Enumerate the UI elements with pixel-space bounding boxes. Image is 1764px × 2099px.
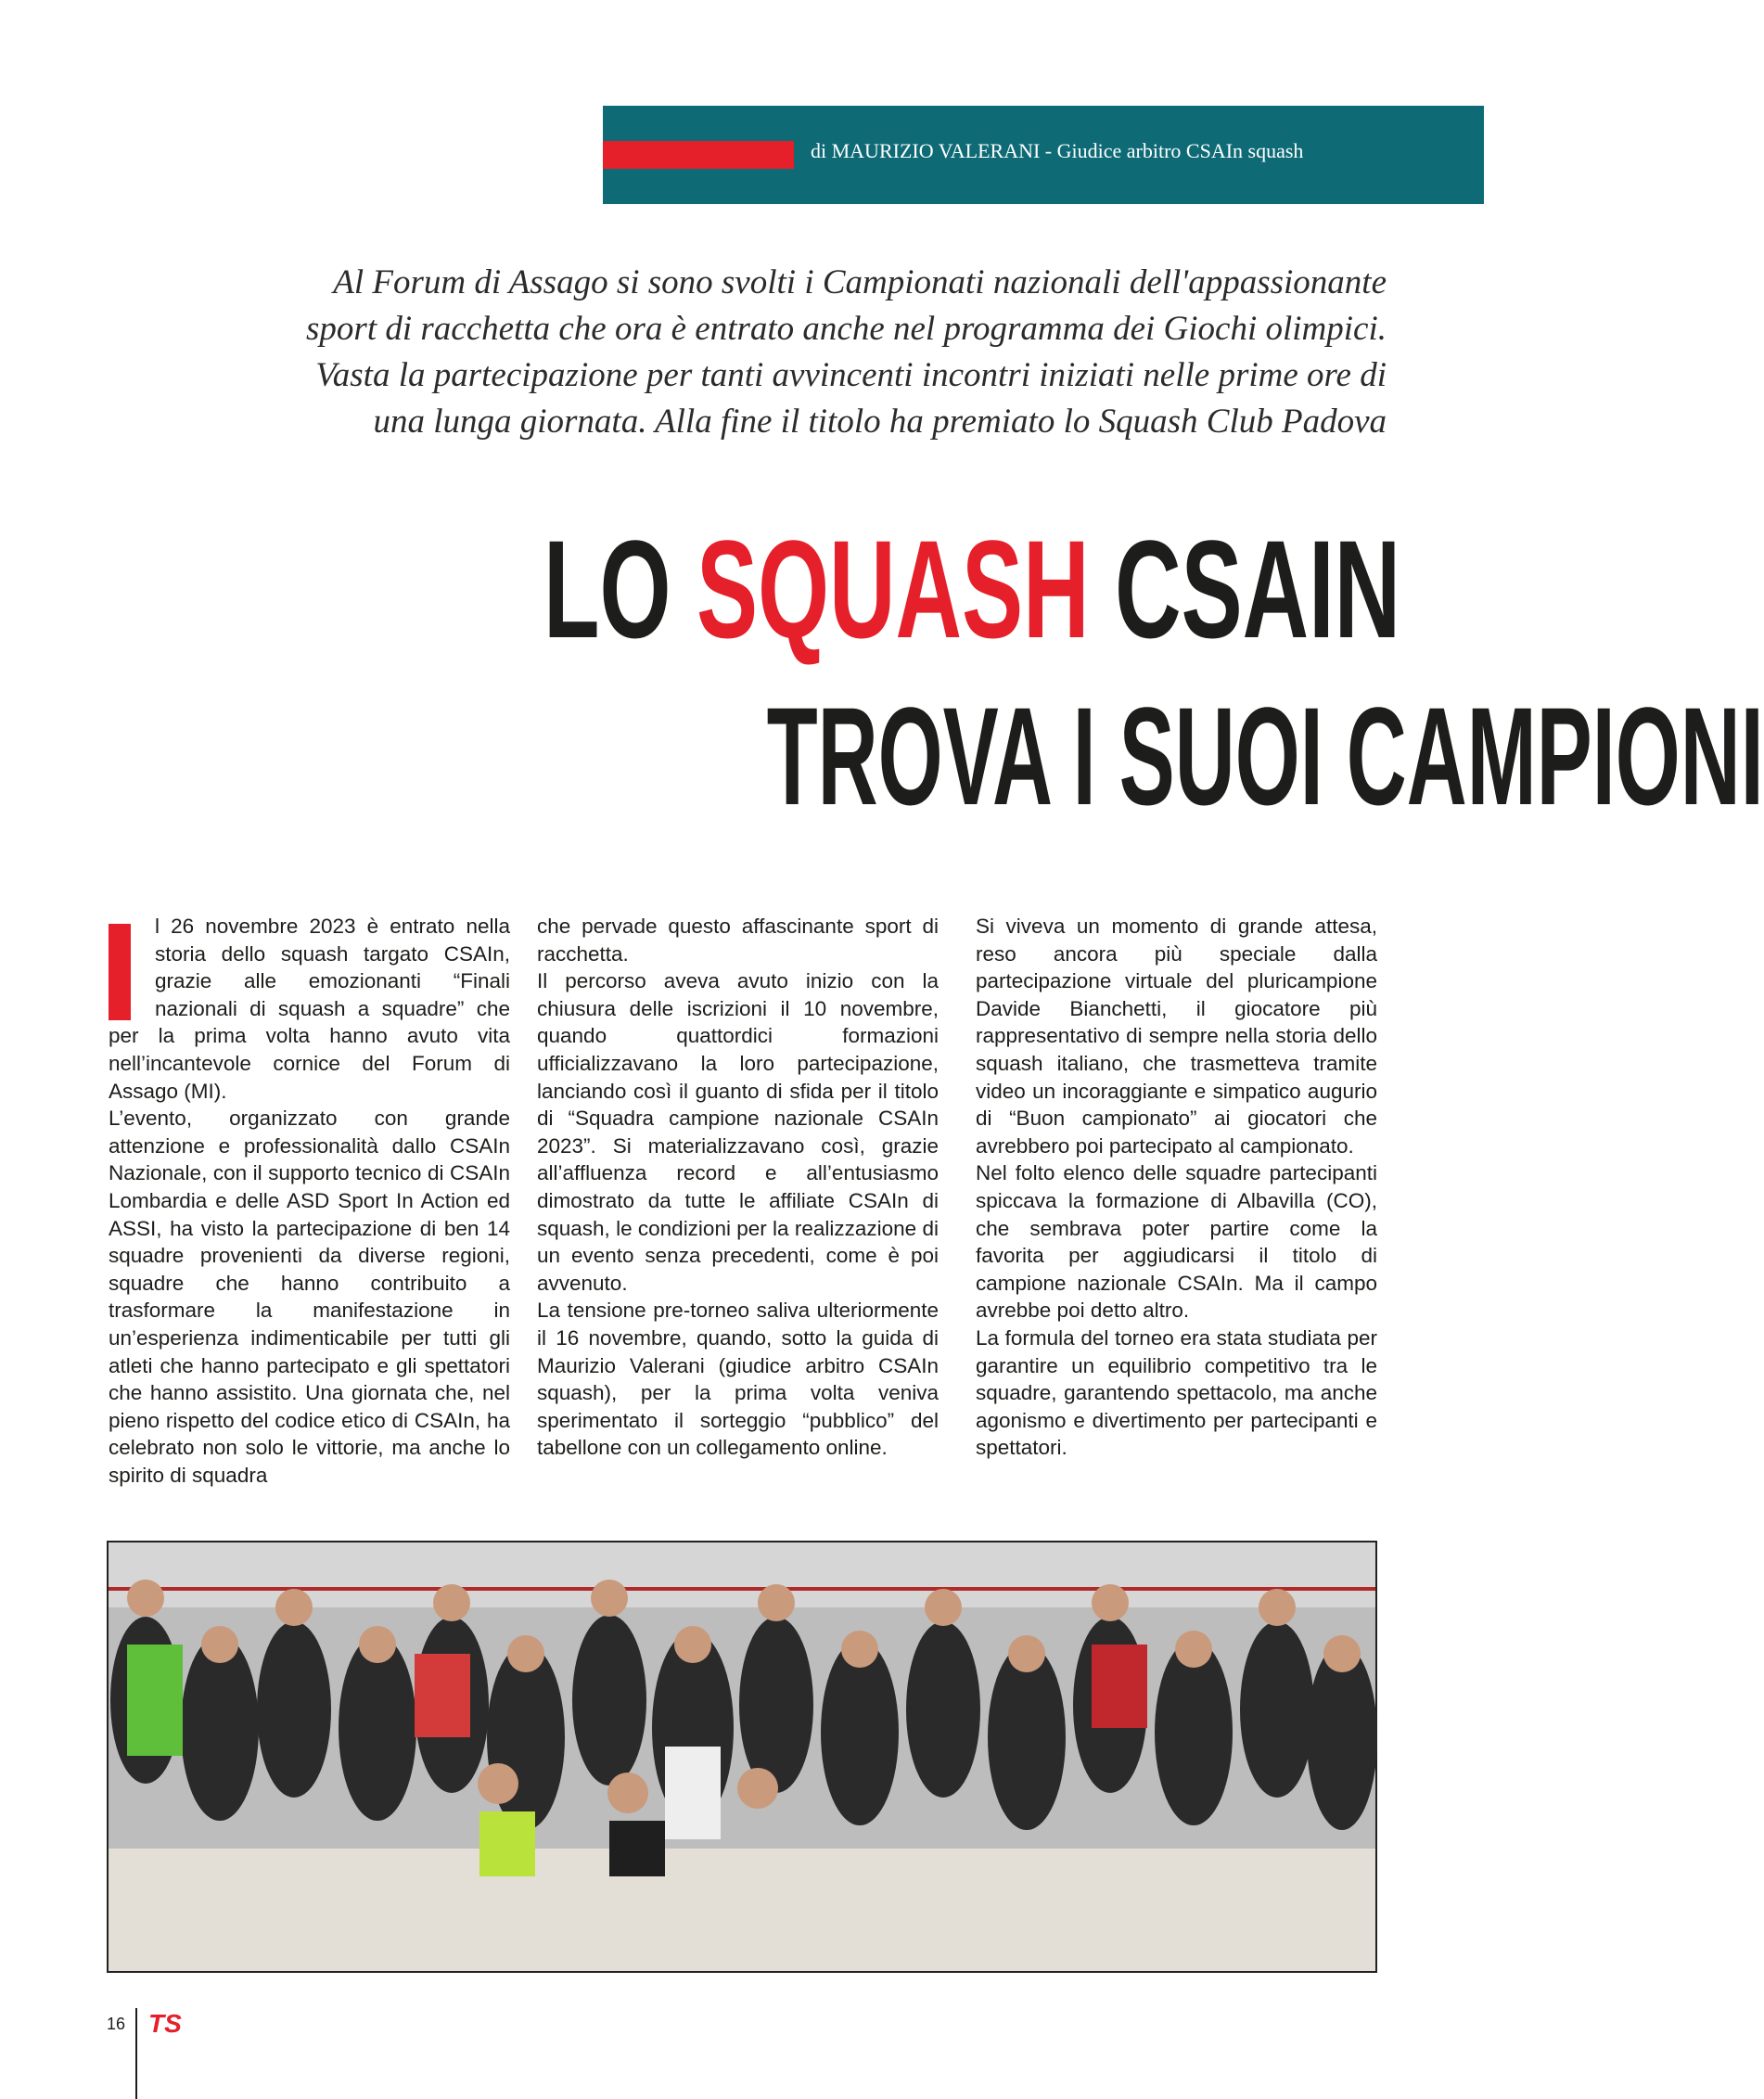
lead-paragraph <box>139 260 1387 445</box>
article-column-2 <box>537 913 939 1462</box>
paragraph: La formula del torneo era stata studiata per garantire un equilibrio competitivo tra le squadre, garantendo spettacolo, ma anche agonismo e divertimento per partecipanti e spettatori. <box>976 1325 1377 1460</box>
paragraph: Il percorso aveva avuto inizio con la chiusura delle iscrizioni il 10 novembre, quando quattordici formazioni ufficializzavano la loro partecipazione, lanciando così il guanto di sfida per il titolo di “Squadra campione nazionale CSAIn 2023”. Si materializzavano così, grazie all’affluenza record e all’entusiasmo dimostrato da tutte le affiliate CSAIn di squash, le condizioni per la realizzazione di un evento senza precedenti, come è poi avvenuto. <box>537 969 939 1295</box>
drop-cap <box>109 924 131 1020</box>
paragraph: La tensione pre-torneo saliva ulteriormente il 16 novembre, quando, sotto la guida di Maurizio Valerani (giudice arbitro CSAIn squash), per la prima volta veniva sperimentato il sorteggio “pubblico” del tabellone con un collegamento online. <box>537 1299 939 1460</box>
paragraph: Nel folto elenco delle squadre partecipanti spiccava la formazione di Albavilla (CO), che sembrava poter partire come la favorita per aggiudicarsi il titolo di campione nazionale CSAIn. Ma il campo avrebbe poi detto altro. <box>976 1161 1377 1323</box>
magazine-logo: TS <box>148 2009 182 2038</box>
byline: di MAURIZIO VALERANI - Giudice arbitro CSAIn squash <box>811 139 1304 162</box>
headline-line-2 <box>102 672 1764 839</box>
team-photo-illustration <box>109 1542 1375 1971</box>
footer-rule <box>135 2008 137 2099</box>
headline-text: LO <box>543 511 697 667</box>
headline-text: TROVA I SUOI CAMPIONI <box>766 678 1764 834</box>
lead-line: una lunga giornata. Alla fine il titolo ha premiato lo Squash Club Padova <box>373 403 1387 441</box>
paragraph: l 26 novembre 2023 è entrato nella storia dello squash targato CSAIn, grazie alle emozionanti “Finali nazionali di squash a squadre” che per la prima volta hanno avuto vita nell’incantevole cornice del Forum di Assago (MI). <box>109 915 510 1103</box>
article-column-3 <box>976 913 1377 1462</box>
paragraph: L’evento, organizzato con grande attenzione e professionalità dallo CSAIn Nazionale, con il supporto tecnico di CSAIn Lombardia e delle ASD Sport In Action ed ASSI, ha visto la partecipazione di ben 14 squadre provenienti da diverse regioni, squadre che hanno contribuito a trasformare la manifestazione in un’esperienza indimenticabile per tutti gli atleti che hanno partecipato e gli spettatori che hanno assistito. Una giornata che, nel pieno rispetto del codice etico di CSAIn, ha celebrato non solo le vittorie, ma anche lo spirito di squadra <box>109 1107 510 1487</box>
page-number: 16 <box>107 2015 126 2033</box>
article-column-1 <box>109 913 510 1489</box>
lead-line: Vasta la partecipazione per tanti avvincenti incontri iniziati nelle prime ore di <box>315 356 1387 394</box>
lead-line: sport di racchetta che ora è entrato anche nel programma dei Giochi olimpici. <box>306 310 1387 348</box>
paragraph: Si viveva un momento di grande attesa, reso ancora più speciale dalla partecipazione virtuale del pluricampione Davide Bianchetti, il giocatore più rappresentativo di sempre nella storia dello squash italiano, che trasmetteva tramite video un incoraggiante e simpatico augurio di “Buon campionato” ai giocatori che avrebbero poi partecipato al campionato. <box>976 915 1377 1158</box>
headline-text: CSAIN <box>1089 511 1401 667</box>
headline-line-1 <box>102 506 1401 672</box>
headline-highlight: SQUASH <box>697 511 1090 667</box>
paragraph: che pervade questo affascinante sport di racchetta. <box>537 915 939 966</box>
byline-red-accent <box>603 141 794 169</box>
team-photo <box>107 1541 1377 1973</box>
lead-line: Al Forum di Assago si sono svolti i Campionati nazionali dell'appassionante <box>333 263 1387 301</box>
